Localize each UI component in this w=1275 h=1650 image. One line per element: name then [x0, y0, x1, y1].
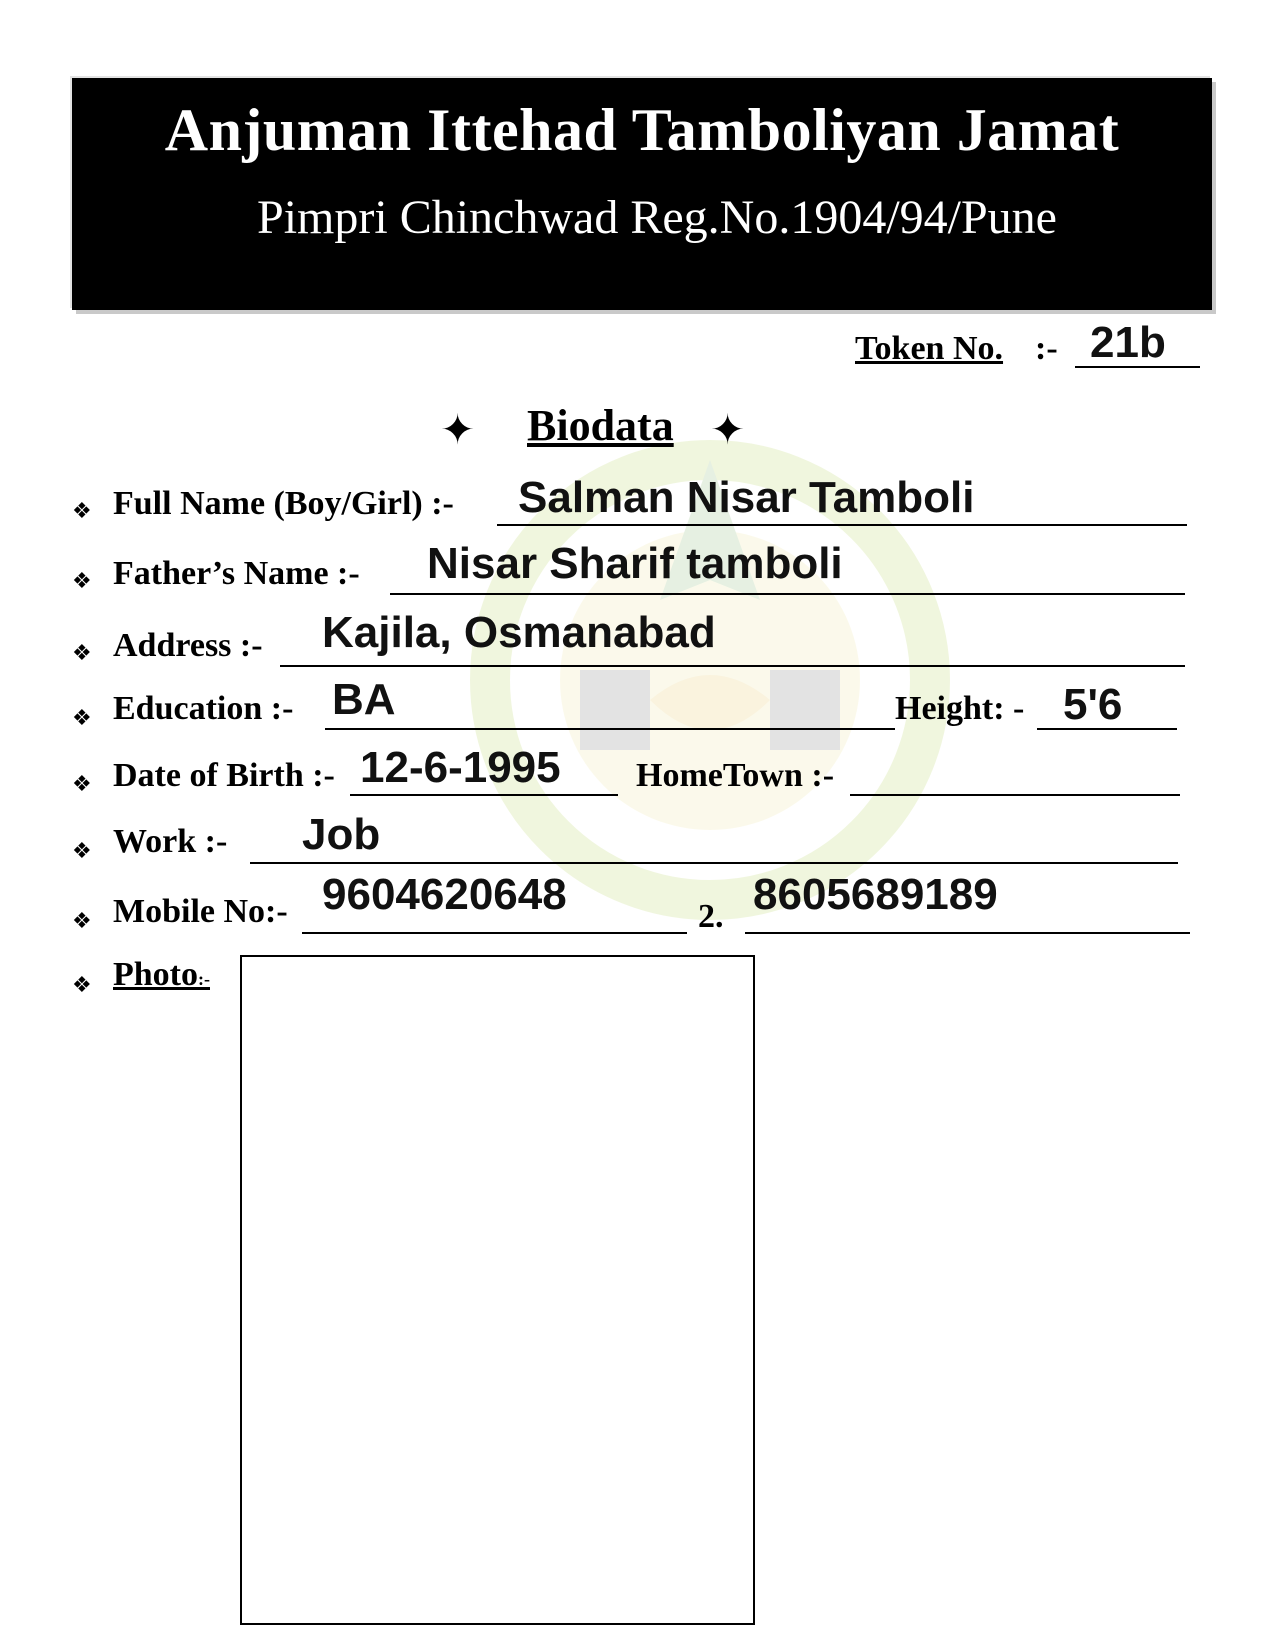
diamond-bullet-icon: ❖	[72, 908, 92, 933]
mobile-second-label: 2.	[698, 898, 724, 935]
dob-label: Date of Birth :-	[113, 757, 335, 794]
father-name-value[interactable]: Nisar Sharif tamboli	[427, 539, 843, 588]
full-name-line	[497, 524, 1187, 526]
mobile-label: Mobile No:-	[113, 893, 288, 930]
diamond-bullet-icon: ❖	[72, 568, 92, 593]
height-label: Height: -	[895, 690, 1025, 727]
diamond-bullet-icon: ❖	[72, 640, 92, 665]
section-title: Biodata	[527, 401, 674, 450]
token-underline	[1075, 366, 1200, 368]
address-line	[280, 665, 1185, 667]
work-line	[250, 862, 1178, 864]
height-value[interactable]: 5'6	[1063, 680, 1123, 729]
diamond-bullet-icon: ❖	[72, 972, 92, 997]
mobile-second-line	[745, 932, 1190, 934]
full-name-label: Full Name (Boy/Girl) :-	[113, 485, 454, 522]
diamond-bullet-icon: ❖	[72, 771, 92, 796]
mobile-second-value[interactable]: 8605689189	[753, 870, 998, 919]
token-separator: :-	[1035, 330, 1058, 367]
mobile-line	[302, 932, 687, 934]
dob-value[interactable]: 12-6-1995	[360, 743, 561, 792]
photo-box[interactable]	[240, 955, 755, 1625]
dob-line	[350, 794, 618, 796]
hometown-label: HomeTown :-	[636, 757, 835, 794]
diamond-bullet-icon: ❖	[72, 705, 92, 730]
four-point-star-icon: ✦	[710, 408, 746, 454]
diamond-bullet-icon: ❖	[72, 498, 92, 523]
header-banner	[72, 78, 1212, 310]
diamond-bullet-icon: ❖	[72, 838, 92, 863]
full-name-value[interactable]: Salman Nisar Tamboli	[518, 473, 975, 522]
address-label: Address :-	[113, 627, 263, 664]
education-line	[325, 728, 895, 730]
education-label: Education :-	[113, 690, 294, 727]
work-label: Work :-	[113, 823, 228, 860]
mobile-value[interactable]: 9604620648	[322, 870, 567, 919]
address-value[interactable]: Kajila, Osmanabad	[322, 608, 716, 657]
father-name-label: Father’s Name :-	[113, 555, 360, 592]
token-value[interactable]: 21b	[1090, 318, 1166, 367]
hometown-line	[850, 794, 1180, 796]
education-value[interactable]: BA	[332, 675, 396, 724]
handshake-emblem-icon	[470, 380, 950, 940]
organization-title: Anjuman Ittehad Tamboliyan Jamat	[164, 97, 1120, 163]
token-label: Token No.	[855, 330, 1004, 367]
work-value[interactable]: Job	[302, 810, 381, 859]
organization-subtitle: Pimpri Chinchwad Reg.No.1904/94/Pune	[257, 191, 1057, 244]
photo-label: Photo:-	[113, 956, 210, 993]
father-name-line	[390, 593, 1185, 595]
four-point-star-icon: ✦	[440, 408, 476, 454]
